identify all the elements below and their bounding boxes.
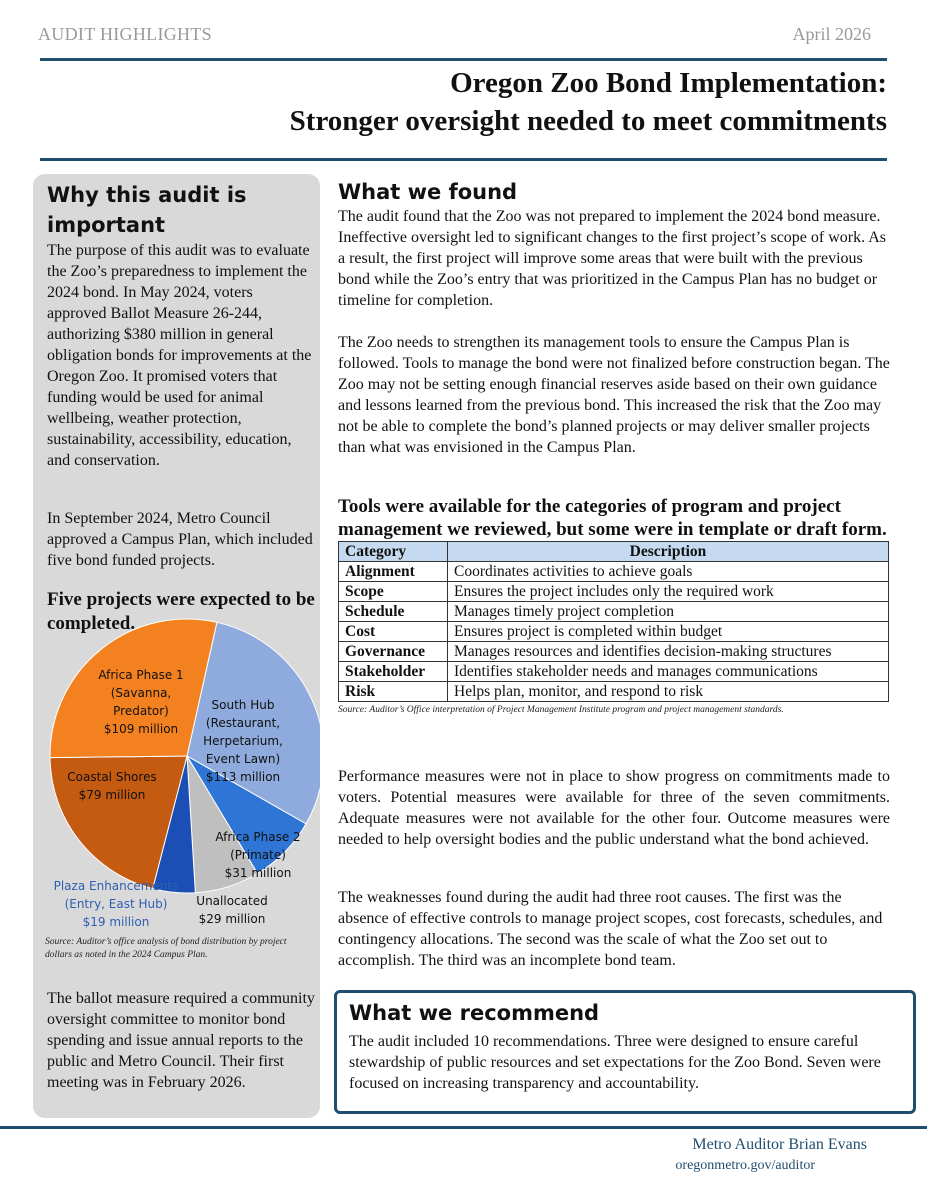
table-row xyxy=(339,642,889,662)
root-causes-section xyxy=(338,887,890,971)
sidebar-panel xyxy=(33,174,320,1118)
label-africa-phase-2 xyxy=(203,828,313,882)
label-africa-phase-2-line: $31 million xyxy=(224,866,292,880)
table-row xyxy=(339,582,889,602)
label-south-hub-line: South Hub xyxy=(211,698,275,712)
footer-auditor-name: Metro Auditor Brian Evans xyxy=(692,1136,867,1153)
label-africa-phase-1-line: $109 million xyxy=(103,722,179,736)
chart-source-note: Source: Auditor’s office analysis of bond distribution by project dollars as noted in the 2024 Campus Plan. xyxy=(45,937,287,960)
table-cell-category: Stakeholder xyxy=(339,662,448,682)
label-africa-phase-2-line: Africa Phase 2 xyxy=(215,830,301,844)
header-label: AUDIT HIGHLIGHTS xyxy=(38,24,212,44)
title-line-2: Stronger oversight needed to meet commitments xyxy=(289,105,887,137)
table-cell-description: Manages resources and identifies decision-making structures xyxy=(448,642,889,662)
label-africa-phase-1 xyxy=(81,666,201,738)
footer-url: oregonmetro.gov/auditor xyxy=(675,1158,815,1173)
label-unallocated-line: $29 million xyxy=(198,912,266,926)
label-africa-phase-1-line: (Savanna, xyxy=(110,686,172,700)
label-africa-phase-1-line: Predator) xyxy=(113,704,169,718)
label-south-hub-line: Event Lawn) xyxy=(205,752,281,766)
pie-chart xyxy=(33,174,320,1118)
label-coastal-shores-line: $79 million xyxy=(78,788,146,802)
sidebar-paragraph-2: In September 2024, Metro Council approved a Campus Plan, which included five bond funded projects. xyxy=(47,510,313,569)
table-cell-category: Scope xyxy=(339,582,448,602)
table-row xyxy=(339,662,889,682)
label-south-hub-line: (Restaurant, xyxy=(205,716,281,730)
findings-paragraph-1: The audit found that the Zoo was not prepared to implement the 2024 bond measure. Ineffective oversight led to significant changes to the first project’s scope of work. As a result, the first project will improve some areas that were built with the previous bond while the Zoo’s entry that was prioritized in the Campus Plan has no budget or timeline for completion. xyxy=(338,208,886,309)
header-date: April 2026 xyxy=(792,24,871,44)
table-cell-category: Schedule xyxy=(339,602,448,622)
label-plaza-line: (Entry, East Hub) xyxy=(64,897,168,911)
findings-paragraph-2: The Zoo needs to strengthen its management tools to ensure the Campus Plan is followed. Tools to manage the bond were not finalized before construction began. The Zoo may not be setting enough financial reserves aside based on their own guidance and lessons learned from the previous bond. This increased the risk that the Zoo may not be able to complete the bond’s planned projects or may deliver smaller projects than what was envisioned in the Campus Plan. xyxy=(338,334,890,456)
table-row xyxy=(339,622,889,642)
page-title xyxy=(290,64,887,140)
table-cell-category: Cost xyxy=(339,622,448,642)
top-rule xyxy=(40,58,887,61)
recommendations-box xyxy=(334,990,916,1114)
table-cell-description: Coordinates activities to achieve goals xyxy=(448,562,889,582)
table-cell-description: Ensures project is completed within budget xyxy=(448,622,889,642)
label-plaza-enhancements xyxy=(41,877,191,931)
table-row xyxy=(339,562,889,582)
table-cell-description: Identifies stakeholder needs and manages communications xyxy=(448,662,889,682)
label-unallocated-line: Unallocated xyxy=(196,894,268,908)
label-south-hub-line: Herpetarium, xyxy=(203,734,283,748)
findings-paragraph-4: The weaknesses found during the audit had three root causes. The first was the absence of effective controls to manage project scopes, cost forecasts, schedules, and contingency allocations. The second was the scale of what the Zoo set out to accomplish. The third was an incomplete bond team. xyxy=(338,889,883,969)
footer-rule xyxy=(0,1126,927,1129)
label-south-hub xyxy=(195,696,291,786)
table-header-category: Category xyxy=(339,542,448,562)
recommendations-paragraph: The audit included 10 recommendations. Three were designed to ensure careful stewardship of public resources and set expectations for the Zoo Bond. Seven were focused on increasing transparency and accountability. xyxy=(349,1033,881,1092)
label-coastal-shores xyxy=(57,768,167,804)
table-cell-description: Helps plan, monitor, and respond to risk xyxy=(448,682,889,702)
recommendations-heading: What we recommend xyxy=(349,1001,600,1025)
label-plaza-line: $19 million xyxy=(82,915,150,929)
title-line-1: Oregon Zoo Bond Implementation: xyxy=(450,67,887,99)
table-source-note: Source: Auditor’s Office interpretation of Project Management Institute program and project management standards. xyxy=(338,705,784,715)
table-cell-category: Governance xyxy=(339,642,448,662)
sidebar-paragraph-1: The purpose of this audit was to evaluate the Zoo’s preparedness to implement the 2024 bond. In May 2024, voters approved Ballot Measure 26-244, authorizing $380 million in general obligation bonds for improvements at the Oregon Zoo. It promised voters that funding would be used for animal wellbeing, weather protection, sustainability, accessibility, education, and conservation. xyxy=(47,242,312,469)
findings-heading: What we found xyxy=(338,180,518,204)
table-cell-description: Ensures the project includes only the required work xyxy=(448,582,889,602)
label-unallocated xyxy=(187,892,277,928)
table-row xyxy=(339,682,889,702)
table-title: Tools were available for the categories of program and project management we reviewed, but some were in template or draft form. xyxy=(338,496,887,540)
sidebar-heading: Why this audit is important xyxy=(47,183,247,237)
findings-section xyxy=(338,180,890,458)
tools-section xyxy=(338,495,890,717)
sidebar-paragraph-3: The ballot measure required a community oversight committee to monitor bond spending and issue annual reports to the public and Metro Council. Their first meeting was in February 2026. xyxy=(47,990,315,1091)
findings-paragraph-3: Performance measures were not in place to show progress on commitments made to voters. Potential measures were available for three of the seven commitments. Adequate measures were not available for the other four. Outcome measures were needed to help oversight bodies and the public understand what the bond achieved. xyxy=(338,768,890,848)
label-africa-phase-2-line: (Primate) xyxy=(230,848,286,862)
chart-heading: Five projects were expected to be completed. xyxy=(47,589,315,634)
table-cell-category: Risk xyxy=(339,682,448,702)
table-row xyxy=(339,602,889,622)
label-coastal-shores-line: Coastal Shores xyxy=(67,770,157,784)
label-africa-phase-1-line: Africa Phase 1 xyxy=(98,668,184,682)
tools-table xyxy=(338,541,889,702)
table-header-description: Description xyxy=(448,542,889,562)
table-header-row xyxy=(339,542,889,562)
title-rule xyxy=(40,158,887,161)
performance-section xyxy=(338,766,890,850)
label-south-hub-line: $113 million xyxy=(205,770,281,784)
table-cell-description: Manages timely project completion xyxy=(448,602,889,622)
table-cell-category: Alignment xyxy=(339,562,448,582)
label-plaza-line: Plaza Enhancements xyxy=(53,879,179,893)
